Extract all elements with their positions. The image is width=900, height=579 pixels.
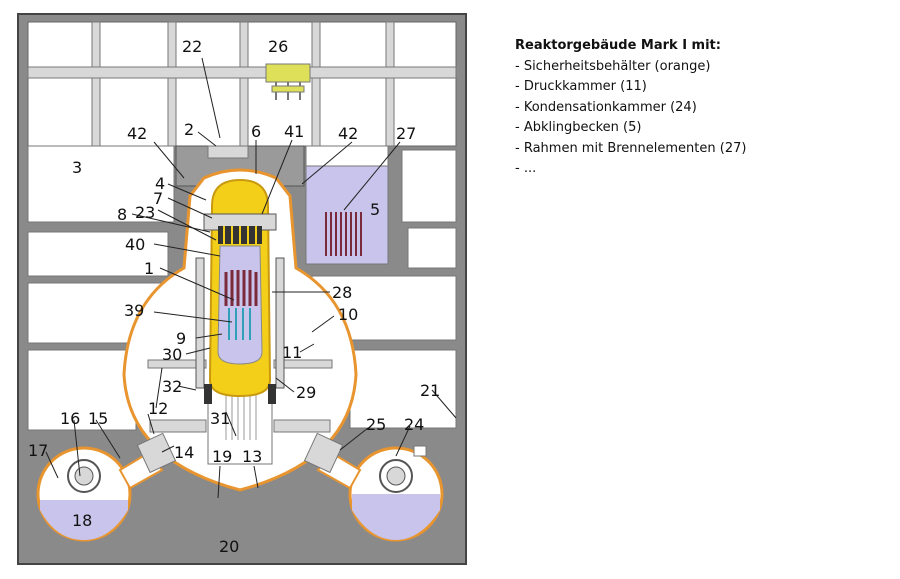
label-40: 40	[125, 235, 146, 254]
legend	[515, 36, 885, 180]
label-15: 15	[88, 409, 109, 428]
label-1: 1	[144, 259, 155, 278]
label-5: 5	[370, 200, 381, 219]
label-25: 25	[366, 415, 387, 434]
label-10: 10	[338, 305, 359, 324]
legend-item: - Rahmen mit Brennelementen (27)	[515, 140, 747, 156]
label-8: 8	[117, 205, 128, 224]
label-17: 17	[28, 441, 49, 460]
label-22: 22	[182, 37, 203, 56]
label-7: 7	[153, 189, 164, 208]
label-42-right: 42	[338, 124, 359, 143]
label-12: 12	[148, 399, 169, 418]
label-6: 6	[251, 122, 262, 141]
label-31: 31	[210, 409, 231, 428]
legend-item: - ...	[515, 161, 537, 176]
label-11: 11	[282, 343, 303, 362]
label-2: 2	[184, 120, 195, 139]
label-9: 9	[176, 329, 187, 348]
legend-item: - Sicherheitsbehälter (orange)	[515, 58, 711, 74]
label-4: 4	[155, 174, 166, 193]
label-13: 13	[242, 447, 263, 466]
label-21: 21	[420, 381, 441, 400]
label-27: 27	[396, 124, 417, 143]
label-18: 18	[72, 511, 93, 530]
label-3: 3	[72, 158, 83, 177]
label-14: 14	[174, 443, 195, 462]
crane-rail	[28, 67, 456, 78]
label-41: 41	[284, 122, 305, 141]
legend-item: - Abklingbecken (5)	[515, 120, 642, 135]
label-24: 24	[404, 415, 425, 434]
label-23: 23	[135, 203, 156, 222]
label-29: 29	[296, 383, 317, 402]
label-32: 32	[162, 377, 183, 396]
label-16: 16	[60, 409, 81, 428]
label-20: 20	[219, 537, 240, 556]
label-19: 19	[212, 447, 233, 466]
label-30: 30	[162, 345, 183, 364]
legend-item: - Druckkammer (11)	[515, 79, 647, 94]
label-39: 39	[124, 301, 145, 320]
label-26: 26	[268, 37, 289, 56]
label-42-left: 42	[127, 124, 148, 143]
label-28: 28	[332, 283, 353, 302]
legend-list	[515, 57, 885, 180]
legend-item: - Kondensationkammer (24)	[515, 99, 697, 115]
legend-title: Reaktorgebäude Mark I mit:	[515, 38, 721, 53]
